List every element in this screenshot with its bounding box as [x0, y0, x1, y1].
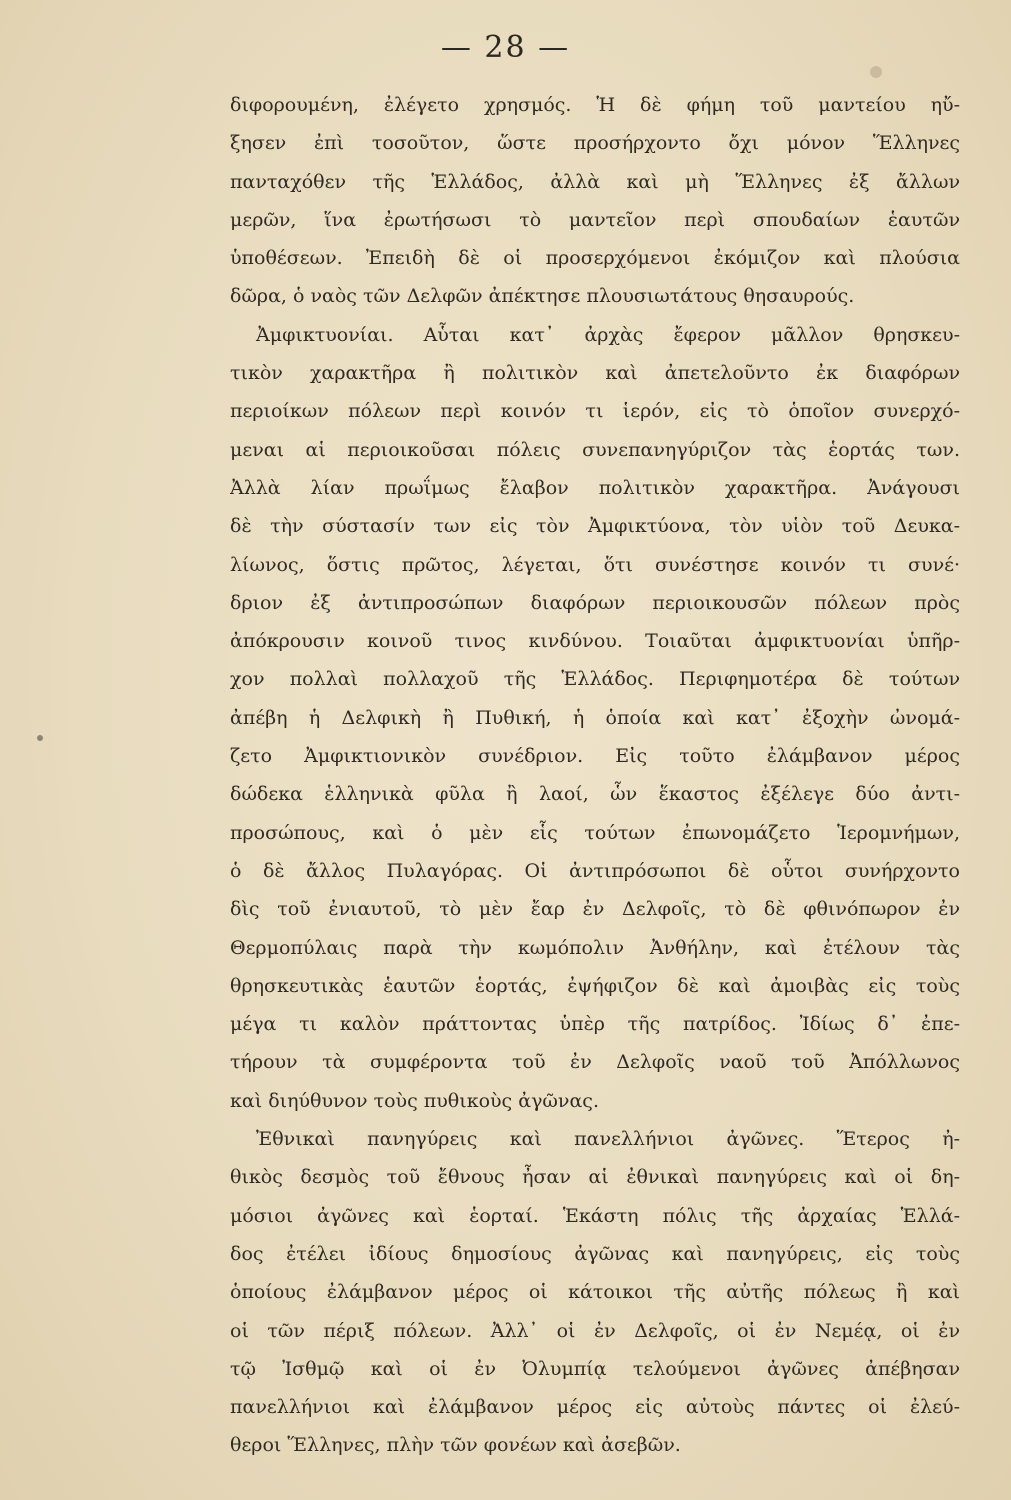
text-line: οἱ τῶν πέριξ πόλεων. Ἀλλ᾽ οἱ ἐν Δελφοῖς, οἱ ἐν Νεμέᾳ, οἱ ἐν — [230, 1319, 960, 1342]
text-line: καὶ διηύθυνον τοὺς πυθικοὺς ἀγῶνας. — [230, 1089, 599, 1112]
text-line: ἀπόκρουσιν κοινοῦ τινος κινδύνου. Τοιαῦται ἀμφικτυονίαι ὑπῆρ- — [230, 630, 960, 653]
text-line: προσώπους, καὶ ὁ μὲν εἷς τούτων ἐπωνομάζετο Ἱερομνήμων, — [230, 821, 960, 844]
text-line: δὶς τοῦ ἐνιαυτοῦ, τὸ μὲν ἔαρ ἐν Δελφοῖς, τὸ δὲ φθινόπωρον ἐν — [230, 898, 960, 921]
text-line: Ἀλλὰ λίαν πρωΐμως ἔλαβον πολιτικὸν χαρακτῆρα. Ἀνάγουσι — [230, 476, 960, 499]
paper-stain — [870, 66, 882, 78]
text-line: περιοίκων πόλεων περὶ κοινόν τι ἱερόν, εἰς τὸ ὁποῖον συνερχό- — [230, 400, 960, 423]
text-line: ξησεν ἐπὶ τοσοῦτον, ὥστε προσήρχοντο ὄχι μόνον Ἕλληνες — [230, 132, 960, 155]
text-line: μόσιοι ἀγῶνες καὶ ἑορταί. Ἑκάστη πόλις τῆς ἀρχαίας Ἑλλά- — [230, 1204, 960, 1227]
text-line: τῷ Ἰσθμῷ καὶ οἱ ἐν Ὀλυμπίᾳ τελούμενοι ἀγῶνες ἀπέβησαν — [230, 1357, 960, 1380]
text-line: πανταχόθεν τῆς Ἑλλάδος, ἀλλὰ καὶ μὴ Ἕλληνες ἐξ ἄλλων — [230, 170, 960, 193]
text-line: τικὸν χαρακτῆρα ἢ πολιτικὸν καὶ ἀπετελοῦντο ἐκ διαφόρων — [230, 362, 960, 385]
text-line: ζετο Ἀμφικτιονικὸν συνέδριον. Εἰς τοῦτο ἐλάμβανον μέρος — [230, 745, 960, 768]
text-line: ὁ δὲ ἄλλος Πυλαγόρας. Οἱ ἀντιπρόσωποι δὲ οὗτοι συνήρχοντο — [230, 859, 960, 882]
text-line: δος ἐτέλει ἰδίους δημοσίους ἀγῶνας καὶ πανηγύρεις, εἰς τοὺς — [230, 1242, 960, 1265]
text-line: ὑποθέσεων. Ἐπειδὴ δὲ οἱ προσερχόμενοι ἐκόμιζον καὶ πλούσια — [230, 247, 960, 270]
text-line: Θερμοπύλαις παρὰ τὴν κωμόπολιν Ἀνθήλην, καὶ ἐτέλουν τὰς — [230, 936, 960, 959]
text-line: διφορουμένη, ἐλέγετο χρησμός. Ἡ δὲ φήμη τοῦ μαντείου ηὔ- — [230, 94, 960, 116]
text-line: δῶρα, ὁ ναὸς τῶν Δελφῶν ἀπέκτησε πλουσιωτάτους θησαυρούς. — [230, 285, 855, 308]
text-line: πανελλήνιοι καὶ ἐλάμβανον μέρος εἰς αὐτοὺς πάντες οἱ ἐλεύ- — [230, 1396, 960, 1419]
text-line: θικὸς δεσμὸς τοῦ ἔθνους ἦσαν αἱ ἐθνικαὶ πανηγύρεις καὶ οἱ δη- — [230, 1166, 960, 1189]
text-line: μεναι αἱ περιοικοῦσαι πόλεις συνεπανηγύριζον τὰς ἑορτάς των. — [230, 438, 960, 461]
text-line: θρησκευτικὰς ἑαυτῶν ἑορτάς, ἐψήφιζον δὲ καὶ ἀμοιβὰς εἰς τοὺς — [230, 974, 960, 997]
body-text — [230, 86, 960, 1465]
text-line: θεροι Ἕλληνες, πλὴν τῶν φονέων καὶ ἀσεβῶν. — [230, 1434, 681, 1457]
text-line: μέγα τι καλὸν πράττοντας ὑπὲρ τῆς πατρίδος. Ἰδίως δ᾽ ἐπε- — [230, 1013, 960, 1036]
text-line: δριον ἐξ ἀντιπροσώπων διαφόρων περιοικουσῶν πόλεων πρὸς — [230, 591, 960, 614]
text-line: μερῶν, ἵνα ἐρωτήσωσι τὸ μαντεῖον περὶ σπουδαίων ἑαυτῶν — [230, 208, 960, 231]
text-line: δώδεκα ἑλληνικὰ φῦλα ἢ λαοί, ὧν ἕκαστος ἐξέλεγε δύο ἀντι- — [230, 783, 960, 806]
page-number: — 28 — — [440, 30, 571, 65]
text-line: χον πολλαὶ πολλαχοῦ τῆς Ἑλλάδος. Περιφημοτέρα δὲ τούτων — [230, 668, 960, 691]
text-line: ὁποίους ἐλάμβανον μέρος οἱ κάτοικοι τῆς αὐτῆς πόλεως ἢ καὶ — [230, 1281, 960, 1304]
text-line: ἀπέβη ἡ Δελφικὴ ἢ Πυθική, ἡ ὁποία καὶ κατ᾽ ἐξοχὴν ὠνομά- — [230, 706, 960, 729]
text-line: τήρουν τὰ συμφέροντα τοῦ ἐν Δελφοῖς ναοῦ τοῦ Ἀπόλλωνος — [230, 1051, 960, 1074]
text-line: Ἀμφικτυονίαι. Αὗται κατ᾽ ἀρχὰς ἔφερον μᾶλλον θρησκευ- — [256, 323, 960, 346]
text-line: δὲ τὴν σύστασίν των εἰς τὸν Ἀμφικτύονα, τὸν υἱὸν τοῦ Δευκα- — [230, 515, 960, 538]
text-line: λίωνος, ὅστις πρῶτος, λέγεται, ὅτι συνέστησε κοινόν τι συνέ· — [230, 553, 960, 576]
text-line: Ἐθνικαὶ πανηγύρεις καὶ πανελλήνιοι ἀγῶνες. Ἕτερος ἠ- — [256, 1128, 960, 1151]
margin-spot — [37, 735, 43, 741]
